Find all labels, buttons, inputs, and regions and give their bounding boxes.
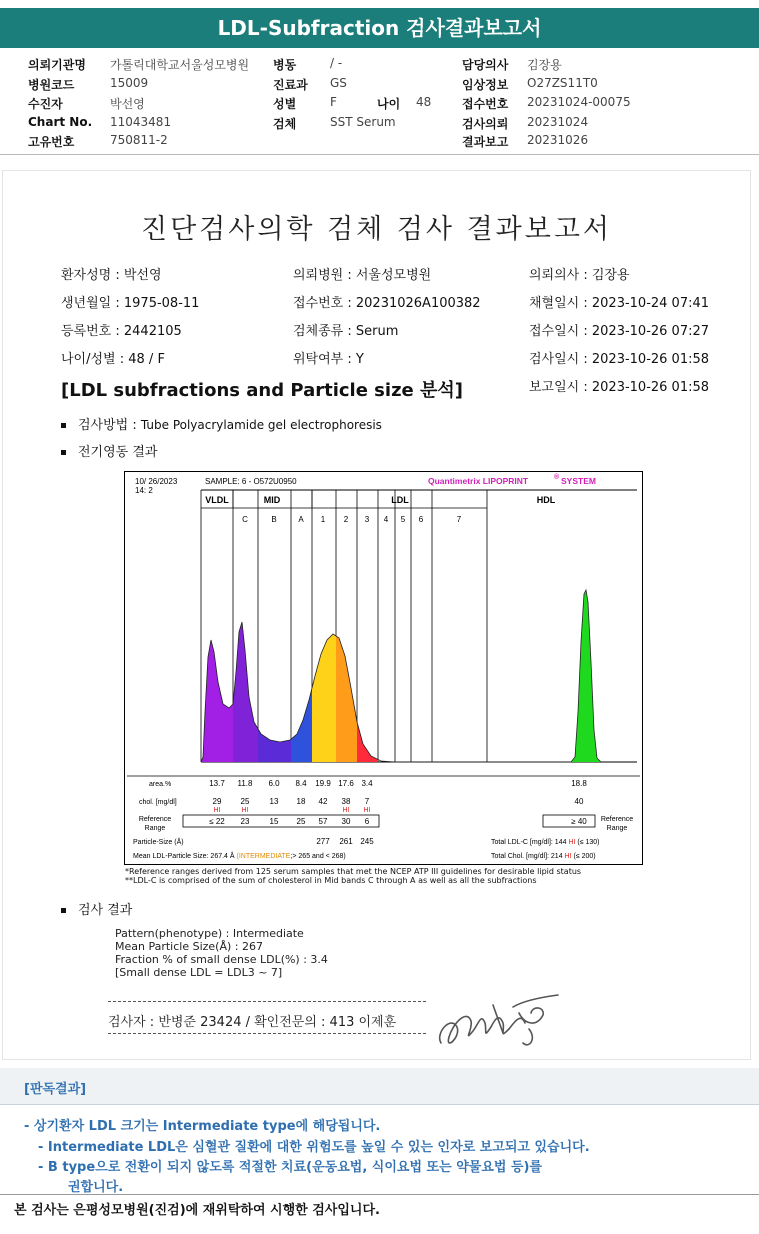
header-value: / - bbox=[330, 56, 343, 70]
chart-sample: SAMPLE: 6 - O572U0950 bbox=[205, 477, 297, 486]
header-key: 병원코드 bbox=[28, 78, 75, 92]
band-label: 5 bbox=[400, 515, 406, 524]
band-label: 6 bbox=[418, 515, 424, 524]
footnote: **LDL-C is comprised of the sum of cholesterol in Mid bands C through A as well as all the subfractions bbox=[125, 876, 537, 885]
footnote: *Reference ranges derived from 125 serum samples that met the NCEP ATP III guidelines for desirable lipid status bbox=[125, 867, 582, 876]
header-value: 15009 bbox=[110, 76, 149, 90]
ldl3-area bbox=[357, 722, 378, 762]
band-label: A bbox=[298, 515, 304, 524]
band-label: 3 bbox=[364, 515, 370, 524]
area-value: 3.4 bbox=[361, 779, 373, 788]
area-value: 11.8 bbox=[237, 779, 253, 788]
chol-value: 13 bbox=[269, 797, 279, 806]
ref-row-label: Reference bbox=[600, 816, 634, 823]
band-label: 7 bbox=[456, 515, 462, 524]
ref-value: ≥ 40 bbox=[571, 817, 587, 826]
ref-row-label: Range bbox=[144, 825, 166, 832]
patient-birth: 생년월일 : 1975-08-11 bbox=[61, 296, 200, 311]
mid-b-area bbox=[258, 729, 291, 762]
drawn-time: 채혈일시 : 2023-10-24 07:41 bbox=[529, 296, 710, 311]
header-key: 병동 bbox=[273, 58, 297, 72]
total-ldl-value: Total LDL-C [mg/dl]: 144 bbox=[491, 839, 569, 846]
total-ldl bbox=[491, 839, 600, 846]
signer-info: 검사자 : 반병준 23424 / 확인전문의 : 413 이제훈 bbox=[108, 1015, 397, 1030]
total-chol-value: Total Chol. [mg/dl]: 214 bbox=[491, 853, 565, 860]
ref-value: 57 bbox=[318, 817, 328, 826]
header-key: 성별 bbox=[273, 97, 297, 111]
header-row bbox=[0, 95, 759, 113]
chol-hi-flag: HI bbox=[241, 807, 249, 814]
hdl-area bbox=[568, 590, 605, 762]
result-bullet bbox=[61, 899, 132, 918]
header-key: 임상정보 bbox=[462, 78, 509, 92]
sign-divider bbox=[108, 1001, 426, 1002]
header-value: SST Serum bbox=[330, 115, 396, 129]
group-label: VLDL bbox=[205, 495, 229, 505]
patient-name: 환자성명 : 박선영 bbox=[61, 268, 162, 283]
band-label: 2 bbox=[343, 515, 349, 524]
ref-value: 15 bbox=[269, 817, 279, 826]
ref-value: 30 bbox=[341, 817, 351, 826]
mean-size-value: Mean LDL-Particle Size: 267.4 Å bbox=[133, 853, 237, 860]
header-value: 가톨릭대학교서울성모병원 bbox=[110, 58, 250, 72]
electro-bullet bbox=[61, 441, 157, 460]
result-lines bbox=[115, 927, 328, 979]
header-value: 박선영 bbox=[110, 97, 145, 111]
sign-divider bbox=[108, 1033, 426, 1034]
header-row bbox=[0, 76, 759, 94]
referral-status: 위탁여부 : Y bbox=[293, 352, 364, 367]
header-key: 수진자 bbox=[28, 97, 63, 111]
header-value: GS bbox=[330, 76, 347, 90]
section-title: [LDL subfractions and Particle size 분석] bbox=[61, 380, 464, 401]
header-value: F bbox=[330, 95, 337, 109]
particle-size-value: 245 bbox=[360, 837, 374, 846]
group-label: LDL bbox=[391, 495, 409, 505]
signature-image bbox=[433, 993, 568, 1057]
chart-brand-system: SYSTEM bbox=[561, 476, 596, 486]
report-title: LDL-Subfraction 검사결과보고서 bbox=[217, 16, 542, 40]
total-ldl-ref: (≤ 130) bbox=[575, 839, 600, 846]
received-time: 접수일시 : 2023-10-26 07:27 bbox=[529, 324, 710, 339]
band-label: C bbox=[242, 515, 248, 524]
mean-size-class: (INTERMEDIATE bbox=[236, 853, 291, 860]
request-header bbox=[0, 52, 759, 152]
specimen-type: 검체종류 : Serum bbox=[293, 324, 399, 339]
total-chol bbox=[491, 853, 596, 860]
total-chol-flag: HI bbox=[564, 853, 572, 860]
chol-hi-flag: HI bbox=[363, 807, 371, 814]
area-value: 18.8 bbox=[571, 779, 587, 788]
ref-value: ≤ 22 bbox=[209, 817, 225, 826]
age-value: 48 bbox=[416, 95, 432, 109]
header-key: 의뢰기관명 bbox=[28, 58, 86, 72]
verdict-header bbox=[0, 1068, 759, 1105]
result-line: [Small dense LDL = LDL3 ~ 7] bbox=[115, 966, 283, 979]
header-key: 진료과 bbox=[273, 78, 308, 92]
chart-date: 10/ 26/2023 bbox=[135, 477, 178, 486]
mean-size-line bbox=[133, 851, 346, 860]
mid-c-area bbox=[233, 622, 258, 762]
bottom-note: 본 검사는 은평성모병원(진검)에 재위탁하여 시행한 검사입니다. bbox=[14, 1203, 380, 1218]
ref-row-label: Reference bbox=[138, 816, 172, 823]
header-value: 11043481 bbox=[110, 115, 172, 129]
chol-value: 29 bbox=[212, 797, 222, 806]
ref-box bbox=[543, 815, 595, 827]
referring-doctor: 의뢰의사 : 김장용 bbox=[529, 268, 630, 283]
referring-hospital: 의뢰병원 : 서울성모병원 bbox=[293, 268, 432, 283]
result-line: Fraction % of small dense LDL(%) : 3.4 bbox=[115, 953, 328, 966]
band-label: B bbox=[271, 515, 277, 524]
method-value: Tube Polyacrylamide gel electrophoresis bbox=[140, 418, 382, 432]
chart-svg bbox=[125, 472, 642, 864]
chart-footnotes bbox=[125, 867, 581, 885]
band-label: 1 bbox=[320, 515, 326, 524]
band-label: 4 bbox=[383, 515, 389, 524]
bullet-icon bbox=[61, 423, 66, 428]
electro-label: 전기영동 결과 bbox=[78, 445, 158, 460]
header-row bbox=[0, 56, 759, 74]
verdict-line: - 상기환자 LDL 크기는 Intermediate type에 해당됩니다. bbox=[24, 1119, 381, 1134]
group-label: MID bbox=[263, 495, 281, 505]
header-key: 검사의뢰 bbox=[462, 117, 509, 131]
tested-time: 검사일시 : 2023-10-26 01:58 bbox=[529, 352, 710, 367]
method-bullet bbox=[61, 414, 382, 433]
chol-value: 7 bbox=[364, 797, 370, 806]
total-ldl-flag: HI bbox=[568, 839, 576, 846]
header-value: 김장용 bbox=[527, 58, 562, 72]
header-key: 결과보고 bbox=[462, 135, 509, 149]
area-row-label: area.% bbox=[149, 781, 172, 788]
curve-layer bbox=[201, 590, 605, 762]
verdict-line: 권합니다. bbox=[68, 1180, 124, 1195]
electrophoresis-chart bbox=[124, 471, 643, 865]
result-line: Pattern(phenotype) : Intermediate bbox=[115, 927, 304, 940]
header-key: 검체 bbox=[273, 117, 297, 131]
area-value: 13.7 bbox=[209, 779, 225, 788]
ldl2-area bbox=[336, 636, 357, 762]
chol-row-label: chol. [mg/dl] bbox=[139, 799, 177, 806]
header-value: 20231026 bbox=[527, 133, 589, 147]
result-line: Mean Particle Size(Å) : 267 bbox=[115, 940, 263, 953]
header-value: 20231024 bbox=[527, 115, 589, 129]
result-label: 검사 결과 bbox=[78, 903, 133, 918]
mean-size-range: ;> 265 and < 268) bbox=[290, 853, 346, 860]
chart-brand-reg: ® bbox=[554, 474, 560, 481]
header-key: 고유번호 bbox=[28, 135, 75, 149]
header-row bbox=[0, 133, 759, 151]
report-title-bar bbox=[0, 8, 759, 48]
header-key: 접수번호 bbox=[462, 97, 509, 111]
bottom-divider bbox=[0, 1194, 759, 1195]
ldl1-area bbox=[312, 634, 336, 762]
header-divider bbox=[0, 154, 759, 155]
area-value: 17.6 bbox=[338, 779, 354, 788]
header-value: 20231024-00075 bbox=[527, 95, 631, 109]
header-row bbox=[0, 115, 759, 133]
verdict-title: [판독결과] bbox=[24, 1082, 87, 1097]
header-key: Chart No. bbox=[28, 115, 93, 129]
particle-size-value: 277 bbox=[316, 837, 330, 846]
accession-no: 접수번호 : 20231026A100382 bbox=[293, 296, 481, 311]
chol-value: 25 bbox=[240, 797, 250, 806]
chol-value: 38 bbox=[341, 797, 351, 806]
verdict-line: - B type으로 전환이 되지 않도록 적절한 치료(운동요법, 식이요법 또는 약물요법 등)를 bbox=[38, 1160, 543, 1175]
verdict-line: - Intermediate LDL은 심혈관 질환에 대한 위험도를 높일 수 있는 인자로 보고되고 있습니다. bbox=[38, 1140, 590, 1155]
chol-value: 40 bbox=[574, 797, 584, 806]
chol-hi-flag: HI bbox=[213, 807, 221, 814]
bullet-icon bbox=[61, 908, 66, 913]
ref-value: 23 bbox=[240, 817, 250, 826]
value-table bbox=[127, 776, 640, 860]
report-document bbox=[2, 170, 751, 1060]
total-chol-ref: (≤ 200) bbox=[571, 853, 596, 860]
particle-size-value: 261 bbox=[339, 837, 353, 846]
reported-time: 보고일시 : 2023-10-26 01:58 bbox=[529, 380, 710, 395]
patient-reg-no: 등록번호 : 2442105 bbox=[61, 324, 182, 339]
ref-row-label: Range bbox=[606, 825, 628, 832]
bullet-icon bbox=[61, 450, 66, 455]
ref-value: 6 bbox=[364, 817, 370, 826]
band-grid bbox=[201, 490, 637, 762]
group-label: HDL bbox=[536, 495, 556, 505]
chol-value: 18 bbox=[296, 797, 306, 806]
header-value: 750811-2 bbox=[110, 133, 168, 147]
area-value: 19.9 bbox=[315, 779, 331, 788]
header-key: 담당의사 bbox=[462, 58, 509, 72]
particle-size-label: Particle-Size (Å) bbox=[133, 839, 184, 846]
chol-hi-flag: HI bbox=[342, 807, 350, 814]
method-label: 검사방법 : bbox=[78, 418, 141, 433]
chol-value: 42 bbox=[318, 797, 328, 806]
chart-brand: Quantimetrix LIPOPRINT bbox=[428, 476, 529, 486]
age-key: 나이 bbox=[377, 97, 401, 111]
ref-value: 25 bbox=[296, 817, 306, 826]
patient-age-sex: 나이/성별 : 48 / F bbox=[61, 352, 165, 367]
chart-time: 14: 2 bbox=[135, 486, 153, 495]
header-value: O27ZS11T0 bbox=[527, 76, 598, 90]
area-value: 6.0 bbox=[268, 779, 280, 788]
document-title: 진단검사의학 검체 검사 결과보고서 bbox=[141, 214, 612, 245]
area-value: 8.4 bbox=[295, 779, 307, 788]
